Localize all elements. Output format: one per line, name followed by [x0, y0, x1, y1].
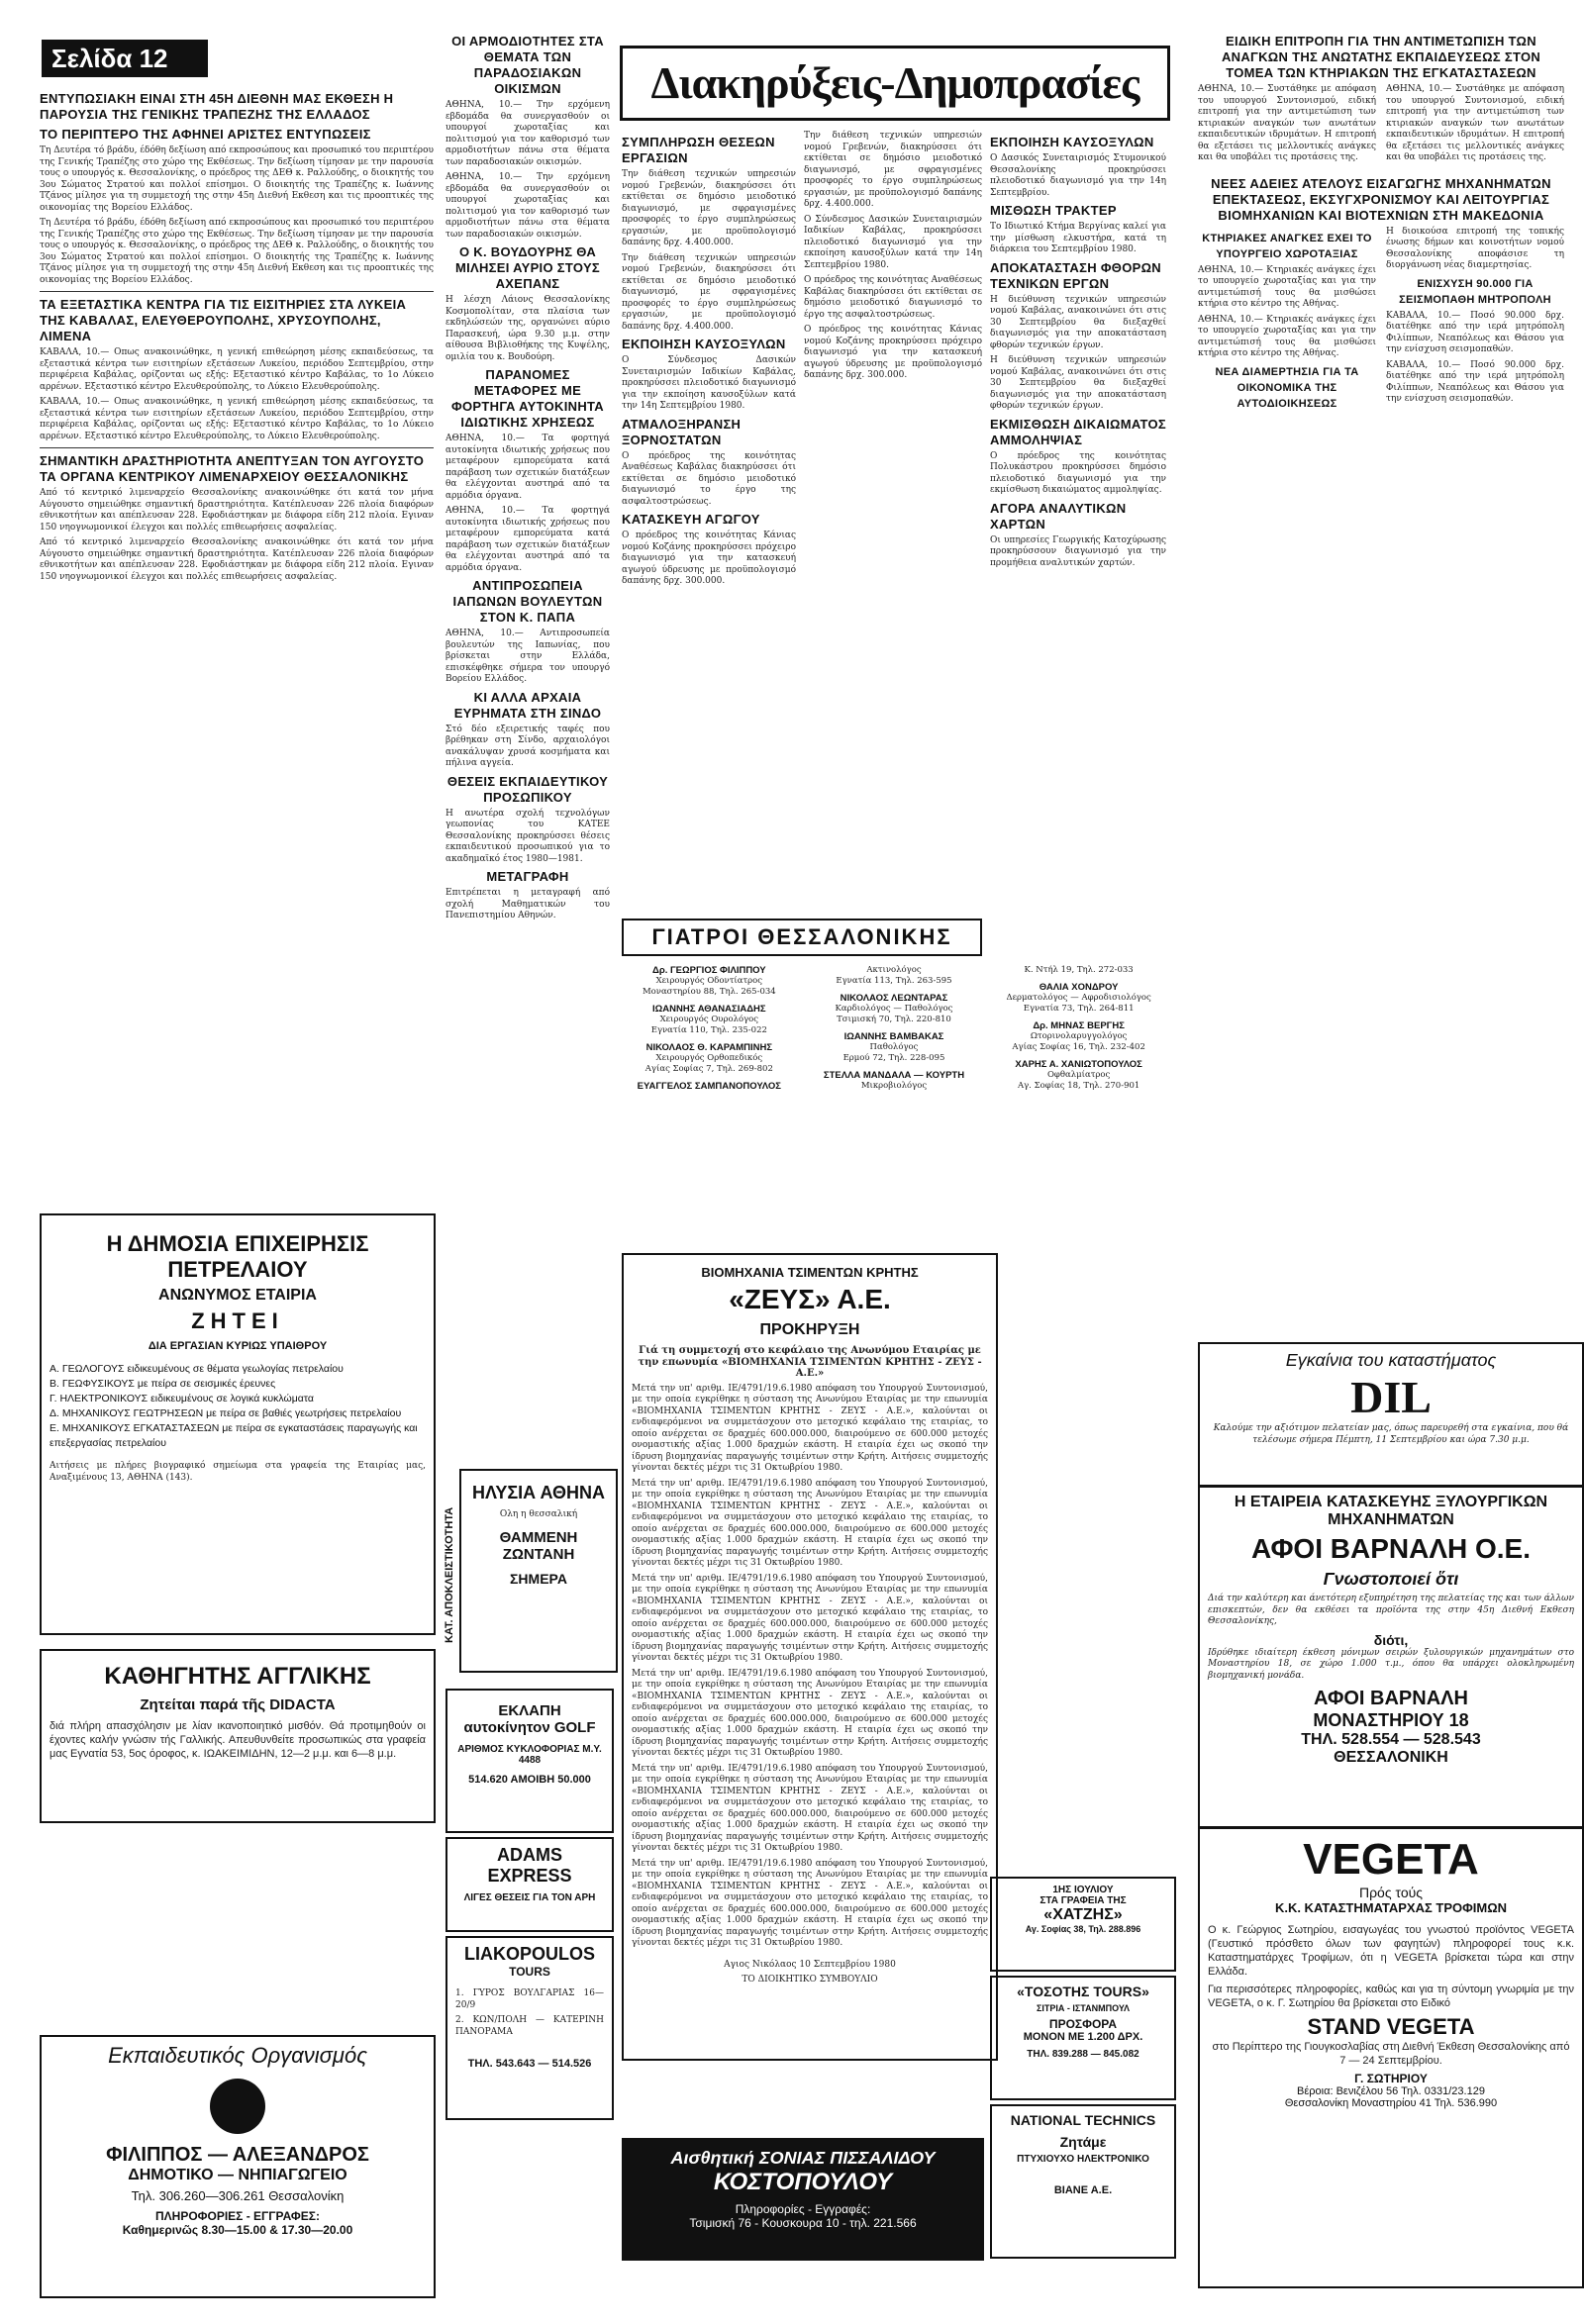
article-spatial: ΑΘΗΝΑ, 10.— Κτηριακές ανάγκες έχει το υπουργείο χωροταξίας και για την αντιμετώπισή τους θα μισθώσει κτήρια στο κέντρο της Αθήνας.: [1198, 264, 1376, 309]
ad-cinema-ilysia: [459, 1469, 618, 1673]
doctor-entry: ΝΙΚΟΛΑΟΣ Θ. ΚΑΡΑΜΠΙΝΗΣ Χειρουργός Ορθοπεδικός Αγίας Σοφίας 7, Τηλ. 269-802: [644, 1042, 773, 1074]
ad-nat-title: NATIONAL TECHNICS: [1010, 2112, 1156, 2128]
doctor-entry: ΙΩΑΝΝΗΣ ΑΘΑΝΑΣΙΑΔΗΣ Χειρουργός Ουρολόγος Εγνατία 110, Τηλ. 235-022: [650, 1004, 767, 1035]
article-paving: Ο πρόεδρος της κοινότητας Αναθέσεως Καβάλας διακηρύσσει ότι εκτίθεται σε δημόσιο μειοδοτικό διαγωνισμό το έργο της ασφαλτοστρώσεως.: [622, 450, 796, 507]
ad-chatzis-l3: «ΧΑΤΖΗΣ»: [1043, 1906, 1123, 1923]
ad-liak-l2: 2. ΚΩΝ/ΠΟΛΗ — ΚΑΤΕΡΙΝΗ ΠΑΝΟΡΑΜΑ: [455, 2015, 604, 2037]
headline-sindos: ΚΙ ΑΛΛΑ ΑΡΧΑΙΑ ΕΥΡΗΜΑΤΑ ΣΤΗ ΣΙΝΔΟ: [453, 689, 602, 721]
article-exam-centers: ΚΑΒΑΛΑ, 10.— Οπως ανακοινώθηκε, η γενική επιθεώρηση μέσης εκπαιδεύσεως, τα εξεταστικά κέντρα των εισιτηρίων εξετάσεων Λυκείου, περιόδου Σεπτεμβρίου, στην περιφέρεια Καβάλας, ορίζονται ως εξής: Εξεταστικό κέντρο Καβάλας, το 1ο Λύκειο αρρένων. Εξεταστικό κέντρο Ελευθερούπολης, το Λύκειο Ελευθερούπολης.: [40, 347, 434, 392]
ad-school-phone: Τηλ. 306.260—306.261 Θεσσαλονίκη: [131, 2188, 345, 2203]
article-pipe: Ο πρόεδρος της κοινότητας Κάνιας νομού Κοζάνης προκηρύσσει πρόχειρο διαγωνισμό για την κατασκευή αγωγού ύδρευσης με προϋπολογισμό δαπάνης δρχ. 300.000.: [622, 531, 796, 586]
ad-school-hours: Καθημερινῶς 8.30—15.00 & 17.30—20.00: [122, 2223, 353, 2237]
headline-traditional: ΟΙ ΑΡΜΟΔΙΟΤΗΤΕΣ ΣΤΑ ΘΕΜΑΤΑ ΤΩΝ ΠΑΡΑΔΟΣΙΑΚΩΝ ΟΙΚΙΣΜΩΝ: [451, 34, 604, 96]
ad-liakopoulos: [446, 1936, 614, 2120]
ad-dep-position: Ε. ΜΗΧΑΝΙΚΟΥΣ ΕΓΚΑΤΑΣΤΑΣΕΩΝ με πείρα σε εγκαταστάσεις παραγωγής και επεξεργασίας πετρελαίου: [50, 1422, 418, 1449]
ad-tos-title: «ΤΟΣΟΤΗΣ TOURS»: [1017, 1984, 1149, 1999]
ad-zeus-body-6: Μετά την υπ' αριθμ. ΙΕ/4791/19.6.1980 απόφαση του Υπουργού Συντονισμού, με την οποία εγκρίθηκε η σύσταση της Ανωνύμου Εταιρίας με την επωνυμία «ΒΙΟΜΗΧΑΝΙΑ ΤΣΙΜΕΝΤΩΝ ΚΡΗΤΗΣ - ΖΕΥΣ - Α.Ε.», καλούνται οι ενδιαφερόμενοι να συμμετάσχουν στο μετοχικό κεφάλαιο της εταιρίας, το οποίο ανέρχεται σε δραχμές 600.000.000, διαιρούμενο σε 600.000 μετοχές ονομαστικής αξίας 1.000 δραχμών εκάστη. Η εταιρία έχει ως σκοπό την ίδρυση βιομηχανίας παραγωγής τσιμέντων στην Κρήτη. Αιτήσεις συμμετοχής γίνονται δεκτές μέχρι τις 31 Οκτωβρίου 1980.: [632, 1858, 988, 1948]
ad-golf-num: ΑΡΙΘΜΟΣ ΚΥΚΛΟΦΟΡΙΑΣ Μ.Υ. 4488: [457, 1744, 602, 1766]
headline-bank-expo: ΕΝΤΥΠΩΣΙΑΚΗ ΕΙΝΑΙ ΣΤΗ 45Η ΔΙΕΘΝΗ ΜΑΣ ΕΚΘΕΣΗ Η ΠΑΡΟΥΣΙΑ ΤΗΣ ΓΕΝΙΚΗΣ ΤΡΑΠΕΖΗΣ ΤΗΣ ΕΛΛΑΔΟΣ: [40, 91, 394, 122]
ad-school-filippos: [40, 2035, 436, 2298]
headline-quake: ΕΝΙΣΧΥΣΗ 90.000 ΓΙΑ ΣΕΙΣΜΟΠΑΘΗ ΜΗΤΡΟΠΟΛΗ: [1399, 277, 1551, 306]
ad-chatzis-l1: 1ΗΣ ΙΟΥΛΙΟΥ: [1052, 1885, 1114, 1895]
section-banner: Διακηρύξεις-Δημοπρασίες: [620, 46, 1170, 121]
ad-varnali-body: Διά την καλύτερη και άνετότερη εξυπηρέτηση της πελατείας της και των άλλων επισκεπτών, δεν θα εκθέσει τα προϊόντα της στην 45η Διεθνή Εκθεση Θεσσαλονίκης,: [1208, 1594, 1574, 1626]
ad-liak-sub: TOURS: [509, 1965, 550, 1979]
ad-adams-sub: ΛΙΓΕΣ ΘΕΣΕΙΣ ΓΙΑ ΤΟΝ ΑΡΗ: [463, 1892, 596, 1903]
ad-zeus-intro: Γιά τη συμμετοχή στο κεφάλαιο της Ανωνύμου Εταιρίας με την επωνυμία «ΒΙΟΜΗΧΑΝΙΑ ΤΣΙΜΕΝΤΩΝ ΚΡΗΤΗΣ - ΖΕΥΣ - Α.Ε.»: [638, 1345, 982, 1379]
ad-chatzis-l2: ΣΤΑ ΓΡΑΦΕΙΑ ΤΗΣ: [1040, 1895, 1127, 1906]
doctors-list: [622, 965, 1166, 1232]
article-works: Την διάθεση τεχνικών υπηρεσιών νομού Γρεβενών, διακηρύσσει ότι εκτίθεται σε δημόσιο μειοδοτικό διαγωνισμό, με σφραγισμένες προσφορές το έργο συμπληρώσεως εργασιών, με προϋπολογισμό δαπάνης δρχ. 4.400.000.: [622, 169, 796, 247]
ad-zeus-body-4: Μετά την υπ' αριθμ. ΙΕ/4791/19.6.1980 απόφαση του Υπουργού Συντονισμού, με την οποία εγκρίθηκε η σύσταση της Ανωνύμου Εταιρίας με την επωνυμία «ΒΙΟΜΗΧΑΝΙΑ ΤΣΙΜΕΝΤΩΝ ΚΡΗΤΗΣ - ΖΕΥΣ - Α.Ε.», καλούνται οι ενδιαφερόμενοι να συμμετάσχουν στο μετοχικό κεφάλαιο της εταιρίας, το οποίο ανέρχεται σε δραχμές 600.000.000, διαιρούμενο σε 600.000 μετοχές ονομαστικής αξίας 1.000 δραχμών εκάστη. Η εταιρία έχει ως σκοπό την ίδρυση βιομηχανίας παραγωγής τσιμέντων στην Κρήτη. Αιτήσεις συμμετοχής γίνονται δεκτές μέχρι τις 31 Οκτωβρίου 1980.: [632, 1668, 988, 1758]
ad-varnali-name: ΑΦΟΙ ΒΑΡΝΑΛΗ Ο.Ε.: [1250, 1533, 1532, 1564]
ad-zeus-body: Μετά την υπ' αριθμ. ΙΕ/4791/19.6.1980 απόφαση του Υπουργού Συντονισμού, με την οποία εγκρίθηκε η σύσταση της Ανωνύμου Εταιρίας με την επωνυμία «ΒΙΟΜΗΧΑΝΙΑ ΤΣΙΜΕΝΤΩΝ ΚΡΗΤΗΣ - ΖΕΥΣ - Α.Ε.», καλούνται οι ενδιαφερόμενοι να συμμετάσχουν στο μετοχικό κεφάλαιο της εταιρίας, το οποίο ανέρχεται σε δραχμές 600.000.000, διαιρούμενο σε 600.000 μετοχές ονομαστικής αξίας 1.000 δραχμών εκάστη. Η εταιρία έχει ως σκοπό την ίδρυση βιομηχανίας παραγωγής τσιμέντων στην Κρήτη. Αιτήσεις συμμετοχής γίνονται δεκτές μέχρι τις 31 Οκτωβρίου 1980.: [632, 1383, 988, 1473]
ad-vegeta-l2: Κ.Κ. ΚΑΤΑΣΤΗΜΑΤΑΡΧΑΣ ΤΡΟΦΙΜΩΝ: [1274, 1900, 1508, 1915]
ad-piss-line1: Αισθητική ΣΟΝΙΑΣ ΠΙΣΣΑΛΙΔΟΥ: [670, 2148, 936, 2168]
ad-adams-title: ADAMS EXPRESS: [487, 1845, 572, 1886]
ad-zeus-sub: ΠΡΟΚΗΡΥΞΗ: [759, 1321, 860, 1338]
article-trucks-cont: ΑΘΗΝΑ, 10.— Τα φορτηγά αυτοκίνητα ιδιωτικής χρήσεως που μεταφέρουν εμπορεύματα κατά παράβαση των σχετικών διατάξεων θα ελέγχονται αυστηρά από τα αρμόδια όργανα.: [446, 506, 610, 573]
ad-dil-name: DIL: [1350, 1372, 1432, 1422]
article-tractor: Το Ιδιωτικό Κτήμα Βεργίνας καλεί για την μίσθωση ελκυστήρα, κατά τη διάρκεια του Σεπτεμβρίου 1980.: [990, 222, 1166, 254]
page-number-label: Σελίδα 12: [42, 40, 208, 77]
article-trucks: ΑΘΗΝΑ, 10.— Τα φορτηγά αυτοκίνητα ιδιωτικής χρήσεως που μεταφέρουν εμπορεύματα κατά παράβαση των σχετικών διατάξεων θα ελέγχονται αυστηρά από τα αρμόδια όργανα.: [446, 434, 610, 501]
ad-vegeta-stand: STAND VEGETA: [1307, 2014, 1475, 2039]
ad-vegeta-body3: στο Περίπτερο της Γιουγκοσλαβίας στη Διεθνή Έκθεση Θεσσαλονίκης από 7 — 24 Σεπτεμβρίου.: [1212, 2041, 1570, 2067]
article-quake-cont: ΚΑΒΑΛΑ, 10.— Ποσό 90.000 δρχ. διατέθηκε από την ιερά μητρόπολη Φιλίππων, Νεαπόλεως και Θάσου για την ενίσχυση σεισμοπαθών.: [1386, 359, 1564, 404]
article-exam-centers-cont: ΚΑΒΑΛΑ, 10.— Οπως ανακοινώθηκε, η γενική επιθεώρηση μέσης εκπαιδεύσεως, τα εξεταστικά κέντρα των εισιτηρίων εξετάσεων Λυκείου, περιόδου Σεπτεμβρίου, στην περιφέρεια Καβάλας, ορίζονται ως εξής: Εξεταστικό κέντρο Καβάλας, το 1ο Λύκειο αρρένων. Εξεταστικό κέντρο Ελευθερούπολης, το Λύκειο Ελευθερούπολης.: [40, 397, 434, 441]
ad-varnali: [1198, 1486, 1584, 1828]
doctor-entry: ΘΑΛΙΑ ΧΟΝΔΡΟΥ Δερματολόγος — Αφροδισιολόγος Εγνατία 73, Τηλ. 264-811: [1006, 982, 1151, 1014]
doctor-entry: Δρ. ΜΗΝΑΣ ΒΕΡΓΗΣ Ωτορινολαρυγγολόγος Αγίας Σοφίας 16, Τηλ. 232-402: [1012, 1020, 1145, 1052]
ad-nat-l1: Ζητάμε: [1059, 2134, 1107, 2150]
ad-liak-title: LIAKOPOULOS: [463, 1944, 595, 1964]
ad-zeus-sign2: ΤΟ ΔΙΟΙΚΗΤΙΚΟ ΣΥΜΒΟΥΛΙΟ: [742, 1975, 878, 1985]
ad-varnali-phone: ΤΗΛ. 528.554 — 528.543: [1301, 1731, 1481, 1748]
ad-vegeta-body2: Για περισσότερες πληροφορίες, καθώς και για τη σύντομη γνωριμία με την VEGETA, ο κ. Γ. Σωτηρίου θα βρίσκεται στο Ειδικό: [1208, 1984, 1574, 2009]
ad-dep-title1: Η ΔΗΜΟΣΙΑ ΕΠΙΧΕΙΡΗΣΙΣ: [106, 1231, 369, 1256]
ad-dil-store: [1198, 1342, 1584, 1487]
ad-golf-title: ΕΚΛΑΠΗ αυτοκίνητον GOLF: [463, 1702, 596, 1736]
ad-varnali-l2: Γνωστοποιεί ὅτι: [1323, 1569, 1459, 1589]
article-bank-expo: Τη Δευτέρα τό βράδυ, έδόθη δεξίωση από εκπροσώπους και προσωπικό του περιπτέρου της Γενικής Τραπέζης στο χώρο της Εκθέσεως. Την δεξίωση τίμησαν με την παρουσία τους ο υπουργός κ. Θεσσαλονίκης, ο πρόεδρος της ΔΕΘ κ. Ραλλούδης, ο διοικητής του 3ου Σώματος Στρατού και πολλοί επίσημοι. Ο διοικητής της Τραπέζης κ. Ιωάννης Τζάνος μίλησε για τη συμμετοχή της στην 45η Διεθνή Εκθεση και τις προοπτικές της οικονομίας της Βορείου Ελλάδος.: [40, 145, 434, 213]
column-5: [1198, 30, 1564, 412]
headline-maps: ΑΓΟΡΑ ΑΝΑΛΥΤΙΚΩΝ ΧΑΡΤΩΝ: [990, 500, 1127, 532]
ad-school-sub: ΔΗΜΟΤΙΚΟ — ΝΗΠΙΑΓΩΓΕΙΟ: [128, 2167, 347, 2183]
article-quake: ΚΑΒΑΛΑ, 10.— Ποσό 90.000 δρχ. διατέθηκε από την ιερά μητρόπολη Φιλίππων, Νεαπόλεως και Θάσου για την ενίσχυση σεισμοπαθών.: [1386, 310, 1564, 354]
ad-golf-phone: 514.620 ΑΜΟΙΒΗ 50.000: [468, 1774, 591, 1786]
ad-chatzis: [990, 1877, 1176, 1972]
headline-local-gov: ΝΕΑ ΔΙΑΜΕΡΤΗΣΙΑ ΓΙΑ ΤΑ ΟΙΚΟΝΟΜΙΚΑ ΤΗΣ ΑΥΤΟΔΙΟΙΚΗΣΕΩΣ: [1215, 365, 1359, 410]
subheadline-bank-expo: ΤΟ ΠΕΡΙΠΤΕΡΟ ΤΗΣ ΑΦΗΝΕΙ ΑΡΙΣΤΕΣ ΕΝΤΥΠΩΣΕΙΣ: [40, 127, 371, 142]
ad-nat-l2: ΠΤΥΧΙΟΥΧΟ ΗΛΕΚΤΡΟΝΙΚΟ: [1017, 2154, 1149, 2165]
ad-piss-addr: Τσιμισκή 76 - Κουσκουρα 10 - τηλ. 221.566: [689, 2216, 917, 2230]
ad-cinema-l3: ΣΗΜΕΡΑ: [510, 1570, 567, 1587]
headline-japan: ΑΝΤΙΠΡΟΣΩΠΕΙΑ ΙΑΠΩΝΩΝ ΒΟΥΛΕΥΤΩΝ ΣΤΟΝ Κ. ΠΑΠΑ: [452, 578, 603, 625]
article-firewood-more: Ο Σύνδεσμος Δασικών Συνεταιρισμών Ιαδικίων Καβάλας, προκηρύσσει πλειοδοτικό διαγωνισμό για την εκποίηση καυσοξύλων κατά την 14η Σεπτεμβρίου 1980.: [804, 214, 982, 270]
article-paving-more: Ο πρόεδρος της κοινότητας Αναθέσεως Καβάλας διακηρύσσει ότι εκτίθεται σε δημόσιο μειοδοτικό διαγωνισμό το έργο της ασφαλτοστρώσεως.: [804, 275, 982, 320]
ad-zeus-body-5: Μετά την υπ' αριθμ. ΙΕ/4791/19.6.1980 απόφαση του Υπουργού Συντονισμού, με την οποία εγκρίθηκε η σύσταση της Ανωνύμου Εταιρίας με την επωνυμία «ΒΙΟΜΗΧΑΝΙΑ ΤΣΙΜΕΝΤΩΝ ΚΡΗΤΗΣ - ΖΕΥΣ - Α.Ε.», καλούνται οι ενδιαφερόμενοι να συμμετάσχουν στο μετοχικό κεφάλαιο της εταιρίας, το οποίο ανέρχεται σε δραχμές 600.000.000, διαιρούμενο σε 600.000 μετοχές ονομαστικής αξίας 1.000 δραχμών εκάστη. Η εταιρία έχει ως σκοπό την ίδρυση βιομηχανίας παραγωγής τσιμέντων στην Κρήτη. Αιτήσεις συμμετοχής γίνονται δεκτές μέχρι τις 31 Οκτωβρίου 1980.: [632, 1763, 988, 1853]
ad-vegeta-l1: Πρός τούς: [1358, 1885, 1424, 1900]
article-transfer: Επιτρέπεται η μεταγραφή από σχολή Μαθηματικών του Πανεπιστημίου Αθηνών.: [446, 888, 610, 920]
column-1: [40, 87, 434, 587]
headline-firewood-2: ΕΚΠΟΙΗΣΗ ΚΑΥΣΟΞΥΛΩΝ: [990, 135, 1154, 149]
ad-tos-l3: ΜΟΝΟΝ ΜΕ 1.200 ΔΡΧ.: [1023, 2031, 1143, 2043]
article-port-authority: Από τό κεντρικό λιμεναρχείο Θεσσαλονίκης ανακοινώθηκε ότι κατά τον μήνα Αύγουστο σημειώθηκε σημαντική δραστηριότητα. Κατέπλευσαν 226 πλοία διαφόρων εθνικοτήτων και απέπλευσαν 228. Εφοδιάστηκαν με διάφορα είδη 212 πλοία. Εγιναν 150 νηογνωμονικοί έλεγχοι και πολλές επιθεωρήσεις ασφαλείας.: [40, 488, 434, 533]
article-works-cont: Την διάθεση τεχνικών υπηρεσιών νομού Γρεβενών, διακηρύσσει ότι εκτίθεται σε δημόσιο μειοδοτικό διαγωνισμό, με σφραγισμένες προσφορές το έργο συμπληρώσεως εργασιών, με προϋπολογισμό δαπάνης δρχ. 4.400.000.: [622, 252, 796, 332]
ad-dep-title2: ΠΕΤΡΕΛΑΙΟΥ: [167, 1257, 308, 1282]
article-firewood-2: Ο Δασικός Συνεταιρισμός Στυμονικού Θεσσαλονίκης προκηρύσσει πλειοδοτικό διαγωνισμό για την 14η Σεπτεμβρίου.: [990, 153, 1166, 198]
headline-exam-centers: ΤΑ ΕΞΕΤΑΣΤΙΚΑ ΚΕΝΤΡΑ ΓΙΑ ΤΙΣ ΕΙΣΙΤΗΡΙΕΣ ΣΤΑ ΛΥΚΕΙΑ ΤΗΣ ΚΑΒΑΛΑΣ, ΕΛΕΥΘΕΡΟΥΠΟΛΗΣ, ΧΡΥΣΟΥΠΟΛΗΣ, ΛΙΜΕΝΑ: [40, 297, 407, 343]
article-sand: Ο πρόεδρος της κοινότητας Πολυκάστρου προκηρύσσει δημόσιο πλειοδοτικό διαγωνισμό για την εκμίσθωση δικαιώματος αμμοληψίας.: [990, 450, 1166, 495]
ad-zeus-cement: [622, 1253, 998, 2061]
ad-varnali-addr: ΜΟΝΑΣΤΗΡΙΟΥ 18: [1313, 1710, 1469, 1730]
ad-varnali-name2: ΑΦΟΙ ΒΑΡΝΑΛΗ: [1314, 1688, 1468, 1709]
article-committee-cols: [1198, 84, 1564, 168]
article-works-more: Την διάθεση τεχνικών υπηρεσιών νομού Γρεβενών, διακηρύσσει ότι εκτίθεται σε δημόσιο μειοδοτικό διαγωνισμό, με σφραγισμένες προσφορές το έργο συμπληρώσεως εργασιών, με προϋπολογισμό δαπάνης δρχ. 4.400.000.: [804, 131, 982, 209]
doctor-entry: Δρ. ΓΕΩΡΓΙΟΣ ΦΙΛΙΠΠΟΥ Χειρουργός Οδοντίατρος Μοναστηρίου 88, Τηλ. 265-034: [642, 965, 776, 997]
article-voudouris: Η λέσχη Λάιονς Θεσσαλονίκης Κοσμοπολίταν, στα πλαίσια των εκδηλώσεών της, οργανώνει αύριο Παρασκευή, ώρα 9.30 μ.μ. στην αίθουσα Βιβλιοθήκης της Κυψέλης, ομιλία του κ. Βουδούρη.: [446, 295, 610, 362]
headline-machinery: ΝΕΕΣ ΑΔΕΙΕΣ ΑΤΕΛΟΥΣ ΕΙΣΑΓΩΓΗΣ ΜΗΧΑΝΗΜΑΤΩΝ ΕΠΕΚΤΑΣΕΩΣ, ΕΚΣΥΓΧΡΟΝΙΣΜΟΥ ΚΑΙ ΛΕΙΤΟΥΡΓΙΑΣ ΒΙΟΜΗΧΑΝΙΩΝ ΚΑΙ ΒΙΟΤΕΧΝΙΩΝ ΣΤΗ ΜΑΚΕΔΟΝΙΑ: [1211, 175, 1551, 223]
ad-stolen-golf: [446, 1689, 614, 1833]
headline-spatial: ΚΤΗΡΙΑΚΕΣ ΑΝΑΓΚΕΣ ΕΧΕΙ ΤΟ ΥΠΟΥΡΓΕΙΟ ΧΩΡΟΤΑΞΙΑΣ: [1202, 232, 1372, 260]
ad-varnali-city: ΘΕΣΣΑΛΟΝΙΚΗ: [1334, 1749, 1448, 1766]
ad-vegeta-name: VEGETA: [1303, 1835, 1479, 1884]
school-logo-icon: [210, 2079, 265, 2134]
ad-varnali-body2: Ιδρύθηκε ιδιαίτερη έκθεση μόνιμων σειρών ξυλουργικών μηχανημάτων στο Μοναστηρίου 18, σε χώρο 1.000 τ.μ., όπου θα υπάρχει ολοκληρωμένη βιομηχανική μονάδα.: [1208, 1647, 1574, 1681]
article-maps: Οι υπηρεσίες Γεωργικής Κατοχύρωσης προκηρύσσουν διαγωνισμό για την προμήθεια αναλυτικών χαρτών.: [990, 534, 1166, 568]
ad-cinema-strip: ΚΑΤ. ΑΠΟΚΛΕΙΣΤΙΚΟΤΗΤΑ: [444, 1506, 455, 1643]
column-3: [622, 131, 796, 592]
doctor-entry: ΕΥΑΓΓΕΛΟΣ ΣΑΜΠΑΝΟΠΟΥΛΟΣ Ακτινολόγος Εγνατία 113, Τηλ. 263-595: [637, 965, 952, 1092]
ad-teacher-body: διά πλήρη απασχόλησιν με λίαν ικανοποιητικό μισθόν. Θά προτιμηθούν οι έχοντες καλήν γνώσιν τής Γαλλικής. Απευθυνθείτε προσωπικώς στα γραφεία μας Εγνατία 53, 5ος όροφος, κ. ΙΩΑΚΕΙΜΙΔΗΝ, 12—2 μ.μ. και 6—8 μ.μ.: [50, 1720, 426, 1760]
ad-zeus-name: «ΖΕΥΣ» Α.Ε.: [729, 1284, 891, 1314]
ad-teacher-sub: Ζητείται παρά τῆς DIDACTA: [140, 1696, 336, 1713]
ad-tosothis-tours: [990, 1976, 1176, 2100]
headline-sand: ΕΚΜΙΣΘΩΣΗ ΔΙΚΑΙΩΜΑΤΟΣ ΑΜΜΟΛΗΨΙΑΣ: [990, 416, 1166, 447]
ad-varnali-l3: διότι,: [1373, 1631, 1409, 1648]
ad-liak-phone: ΤΗΛ. 543.643 — 514.526: [467, 2058, 592, 2070]
article-traditional: ΑΘΗΝΑ, 10.— Την ερχόμενη εβδομάδα θα συνεργασθούν οι υπουργοί χωροταξίας και πολιτισμού για τον καθορισμό των αρμοδιοτήτων πάνω στα θέματα των παραδοσιακών οικισμών.: [446, 100, 610, 167]
ad-nat-l3: ΒΙΑΝΕ Α.Ε.: [1053, 2184, 1113, 2196]
ad-dep-footer: Αιτήσεις με πλήρες βιογραφικό σημείωμα στα γραφεία της Εταιρίας μας, Αναξιμένους 13, ΑΘΗΝΑ (143).: [50, 1461, 426, 1483]
doctor-entry: ΝΙΚΟΛΑΟΣ ΛΕΩΝΤΑΡΑΣ Καρδιολόγος — Παθολόγος Τσιμισκή 70, Τηλ. 220-810: [835, 993, 953, 1024]
ad-tos-l1: ΣΙΤΡΙΑ - ΙΣΤΑΝΜΠΟΥΛ: [1036, 2003, 1131, 2013]
column-3b: [804, 131, 982, 386]
ad-piss-line2: ΚΟΣΤΟΠΟΥΛΟΥ: [713, 2169, 893, 2195]
ad-dep-title5: ΔΙΑ ΕΡΓΑΣΙΑΝ ΚΥΡΙΩΣ ΥΠΑΙΘΡΟΥ: [148, 1340, 328, 1352]
ad-zeus-body-2: Μετά την υπ' αριθμ. ΙΕ/4791/19.6.1980 απόφαση του Υπουργού Συντονισμού, με την οποία εγκρίθηκε η σύσταση της Ανωνύμου Εταιρίας με την επωνυμία «ΒΙΟΜΗΧΑΝΙΑ ΤΣΙΜΕΝΤΩΝ ΚΡΗΤΗΣ - ΖΕΥΣ - Α.Ε.», καλούνται οι ενδιαφερόμενοι να συμμετάσχουν στο μετοχικό κεφάλαιο της εταιρίας, το οποίο ανέρχεται σε δραχμές 600.000.000, διαιρούμενο σε 600.000 μετοχές ονομαστικής αξίας 1.000 δραχμών εκάστη. Η εταιρία έχει ως σκοπό την ίδρυση βιομηχανίας παραγωγής τσιμέντων στην Κρήτη. Αιτήσεις συμμετοχής γίνονται δεκτές μέχρι τις 31 Οκτωβρίου 1980.: [632, 1478, 988, 1568]
headline-firewood: ΕΚΠΟΙΗΣΗ ΚΑΥΣΟΞΥΛΩΝ: [622, 337, 786, 351]
headline-works: ΣΥΜΠΛΗΡΩΣΗ ΘΕΣΕΩΝ ΕΡΓΑΣΙΩΝ: [622, 135, 775, 165]
ad-zeus-sign1: Αγιος Νικόλαος 10 Σεπτεμβρίου 1980: [724, 1959, 896, 1970]
ad-chatzis-addr: Αγ. Σοφίας 38, Τηλ. 288.896: [1025, 1924, 1141, 1934]
divider: [40, 447, 434, 448]
article-repairs: Η διεύθυνση τεχνικών υπηρεσιών νομού Καβάλας, ανακοινώνει ότι στις 30 Σεπτεμβρίου θα διεξαχθεί διαγωνισμός για την αποκατάσταση φθορών τεχνικών έργων.: [990, 294, 1166, 350]
ad-dil-l1: Εγκαίνια του καταστήματος: [1285, 1350, 1497, 1370]
article-repairs-cont: Η διεύθυνση τεχνικών υπηρεσιών νομού Καβάλας, ανακοινώνει ότι στις 30 Σεπτεμβρίου θα διεξαχθεί διαγωνισμός για την αποκατάσταση φθορών τεχνικών έργων.: [990, 355, 1166, 411]
ad-dep-position: Α. ΓΕΩΛΟΓΟΥΣ ειδικευμένους σε θέματα γεωλογίας πετρελαίου: [50, 1363, 344, 1375]
ad-tos-l2: ΠΡΟΣΦΟΡΑ: [1048, 2017, 1118, 2031]
doctors-banner: ΓΙΑΤΡΟΙ ΘΕΣΣΑΛΟΝΙΚΗΣ: [622, 919, 982, 956]
ad-public-petroleum: [40, 1213, 436, 1635]
headline-paving: ΑΤΜΑΛΟΞΗΡΑΝΣΗ ΞΟΡΝΟΣΤΑΤΩΝ: [622, 416, 742, 447]
ad-national-technics: [990, 2104, 1176, 2259]
ad-zeus-title: ΒΙΟΜΗΧΑΝΙΑ ΤΣΙΜΕΝΤΩΝ ΚΡΗΤΗΣ: [701, 1265, 919, 1280]
column-2: [446, 30, 610, 926]
article-local-gov: Η διοικούσα επιτροπή της τοπικής ένωσης δήμων και κοινοτήτων νομού Θεσσαλονίκης αποφάσισε τη διοργάνωση νέας διαμερτησίας.: [1386, 226, 1564, 270]
ad-english-teacher: [40, 1649, 436, 1823]
headline-pipe: ΚΑΤΑΣΚΕΥΗ ΑΓΩΓΟΥ: [622, 512, 760, 527]
ad-dep-position: Γ. ΗΛΕΚΤΡΟΝΙΚΟΥΣ ειδικευμένους σε λογικά κυκλώματα: [50, 1393, 314, 1404]
doctor-entry: ΧΑΡΗΣ Α. ΧΑΝΙΩΤΟΠΟΥΛΟΣ Οφθαλμίατρος Αγ. Σοφίας 18, Τηλ. 270-901: [1015, 1059, 1142, 1091]
article-spatial-cont: ΑΘΗΝΑ, 10.— Κτηριακές ανάγκες έχει το υπουργείο χωροταξίας και για την αντιμετώπισή τους θα μισθώσει κτήρια στο κέντρο της Αθήνας.: [1198, 314, 1376, 358]
ad-vegeta-body: Ο κ. Γεώργιος Σωτηρίου, εισαγωγέας του γνωστού προϊόντος VEGETA (Γευστικό πρόσθετο όλων των φαγητών) πληροφορεί τους κ.κ. Καταστηματάρχες Τροφίμων, ότι η VEGETA βρίσκεται τώρα και στην Ελλάδα.: [1208, 1924, 1574, 1978]
ad-dep-title3: ΑΝΩΝΥΜΟΣ ΕΤΑΙΡΙΑ: [158, 1287, 317, 1304]
column-4: [990, 131, 1166, 573]
ad-vegeta-addr1: Βέροια: Βενιζέλου 56 Τηλ. 0331/23.129: [1297, 2085, 1485, 2097]
headline-tractor: ΜΙΣΘΩΣΗ ΤΡΑΚΤΕΡ: [990, 203, 1117, 218]
ad-liak-l1: 1. ΓΥΡΟΣ ΒΟΥΛΓΑΡΙΑΣ 16—20/9: [455, 1988, 604, 2010]
ad-cinema-l2: ΘΑΜΜΕΝΗ ΖΩΝΤΑΝΗ: [499, 1528, 578, 1563]
headline-trucks: ΠΑΡΑΝΟΜΕΣ ΜΕΤΑΦΟΡΕΣ ΜΕ ΦΟΡΤΗΓΑ ΑΥΤΟΚΙΝΗΤΑ ΙΔΙΩΤΙΚΗΣ ΧΡΗΣΕΩΣ: [451, 367, 604, 430]
headline-voudouris: Ο Κ. ΒΟΥΔΟΥΡΗΣ ΘΑ ΜΙΛΗΣΕΙ ΑΥΡΙΟ ΣΤΟΥΣ ΑΧΕΠΑΝΣ: [454, 244, 601, 291]
ad-cinema-l1: Ολη η θεσσαλική: [499, 1509, 578, 1519]
headline-committee: ΕΙΔΙΚΗ ΕΠΙΤΡΟΠΗ ΓΙΑ ΤΗΝ ΑΝΤΙΜΕΤΩΠΙΣΗ ΤΩΝ ΑΝΑΓΚΩΝ ΤΗΣ ΑΝΩΤΑΤΗΣ ΕΚΠΑΙΔΕΥΣΕΩΣ ΣΤΟΝ ΤΟΜΕΑ ΤΩΝ ΚΤΗΡΙΑΚΩΝ ΤΗΣ ΕΓΚΑΤΑΣΤΑΣΕΩΝ: [1221, 34, 1541, 80]
ad-teacher-title: ΚΑΘΗΓΗΤΗΣ ΑΓΓΛΙΚΗΣ: [104, 1663, 371, 1690]
doctor-entry: ΣΤΕΛΛΑ ΜΑΝΔΑΛΑ — ΚΟΥΡΤΗ Μικροβιολόγος Κ. Ντήλ 19, Τηλ. 272-033: [823, 965, 1134, 1091]
headline-transfer: ΜΕΤΑΓΡΑΦΗ: [486, 869, 569, 884]
ad-vegeta-contact: Γ. ΣΩΤΗΡΙΟΥ: [1354, 2072, 1428, 2085]
ad-school-name: ΦΙΛΙΠΠΟΣ — ΑΛΕΞΑΝΔΡΟΣ: [106, 2144, 369, 2166]
ad-dil-body: Καλούμε την αξιότιμον πελατείαν μας, όπως παρευρεθή στα εγκαίνια, που θά τελέσωμε σήμερα Πέμπτη, 11 Σεπτεμβρίου και ώρα 7.30 μ.μ.: [1213, 1423, 1569, 1445]
ad-aesthetics-pissalidou: [622, 2138, 984, 2261]
headline-positions: ΘΕΣΕΙΣ ΕΚΠΑΙΔΕΥΤΙΚΟΥ ΠΡΟΣΩΠΙΚΟΥ: [446, 773, 609, 805]
ad-dep-title4: ΖΗΤΕΙ: [191, 1308, 284, 1333]
article-committee: ΑΘΗΝΑ, 10.— Συστάθηκε με απόφαση του υπουργού Συντονισμού, ειδική επιτροπή για την αντιμετώπιση των κτιριακών αναγκών των ανωτάτων εκπαιδευτικών ιδρυμάτων. Η επιτροπή θα εξετάσει τις μελλοντικές ανάγκες και θα υποβάλει τις προτάσεις της.: [1198, 84, 1376, 162]
ad-zeus-body-3: Μετά την υπ' αριθμ. ΙΕ/4791/19.6.1980 απόφαση του Υπουργού Συντονισμού, με την οποία εγκρίθηκε η σύσταση της Ανωνύμου Εταιρίας με την επωνυμία «ΒΙΟΜΗΧΑΝΙΑ ΤΣΙΜΕΝΤΩΝ ΚΡΗΤΗΣ - ΖΕΥΣ - Α.Ε.», καλούνται οι ενδιαφερόμενοι να συμμετάσχουν στο μετοχικό κεφάλαιο της εταιρίας, το οποίο ανέρχεται σε δραχμές 600.000.000, διαιρούμενο σε 600.000 μετοχές ονομαστικής αξίας 1.000 δραχμών εκάστη. Η εταιρία έχει ως σκοπό την ίδρυση βιομηχανίας παραγωγής τσιμέντων στην Κρήτη. Αιτήσεις συμμετοχής γίνονται δεκτές μέχρι τις 31 Οκτωβρίου 1980.: [632, 1573, 988, 1663]
article-traditional-cont: ΑΘΗΝΑ, 10.— Την ερχόμενη εβδομάδα θα συνεργασθούν οι υπουργοί χωροταξίας και πολιτισμού για τον καθορισμό των αρμοδιοτήτων πάνω στα θέματα των παραδοσιακών οικισμών.: [446, 172, 610, 240]
divider: [40, 291, 434, 292]
ad-vegeta: [1198, 1827, 1584, 2288]
ad-varnali-l1: Η ΕΤΑΙΡΕΙΑ ΚΑΤΑΣΚΕΥΗΣ ΞΥΛΟΥΡΓΙΚΩΝ ΜΗΧΑΝΗΜΑΤΩΝ: [1234, 1494, 1548, 1528]
article-port-authority-cont: Από τό κεντρικό λιμεναρχείο Θεσσαλονίκης ανακοινώθηκε ότι κατά τον μήνα Αύγουστο σημειώθηκε σημαντική δραστηριότητα. Κατέπλευσαν 226 πλοία διαφόρων εθνικοτήτων και απέπλευσαν 228. Εφοδιάστηκαν με διάφορα είδη 212 πλοία. Εγιναν 150 νηογνωμονικοί έλεγχοι και πολλές επιθεωρήσεις ασφαλείας.: [40, 537, 434, 582]
article-positions: Η ανωτέρα σχολή τεχνολόγων γεωπονίας του ΚΑΤΕΕ Θεσσαλονίκης προκηρύσσει θέσεις εκπαιδευτικού προσωπικού για το ακαδημαϊκό έτος 1980—1981.: [446, 808, 610, 864]
headline-port-authority: ΣΗΜΑΝΤΙΚΗ ΔΡΑΣΤΗΡΙΟΤΗΤΑ ΑΝΕΠΤΥΞΑΝ ΤΟΝ ΑΥΓΟΥΣΤΟ ΤΑ ΟΡΓΑΝΑ ΚΕΝΤΡΙΚΟΥ ΛΙΜΕΝΑΡΧΕΙΟΥ ΘΕΣΣΑΛΟΝΙΚΗΣ: [40, 453, 425, 484]
ad-tos-phone: ΤΗΛ. 839.288 — 845.082: [1027, 2049, 1139, 2060]
article-committee-cont: ΑΘΗΝΑ, 10.— Συστάθηκε με απόφαση του υπουργού Συντονισμού, ειδική επιτροπή για την αντιμετώπιση των κτιριακών αναγκών των ανωτάτων εκπαιδευτικών ιδρυμάτων. Η επιτροπή θα εξετάσει τις μελλοντικές ανάγκες και θα υποβάλει τις προτάσεις της.: [1386, 84, 1564, 162]
article-sindos: Στό δέο εξειρετικής ταφές που βρέθηκαν στη Σίνδο, αρχαιολόγοι ανακάλυψαν χρυσά κοσμήματα και πήλινα αγγεία.: [446, 724, 610, 768]
ad-vegeta-addr2: Θεσσαλονίκη Μοναστηρίου 41 Τηλ. 536.990: [1284, 2097, 1498, 2109]
ad-school-title: Εκπαιδευτικός Οργανισμός: [108, 2043, 367, 2068]
doctor-entry: ΙΩΑΝΝΗΣ ΒΑΜΒΑΚΑΣ Παθολόγος Ερμού 72, Τηλ. 228-095: [842, 1031, 945, 1063]
ad-dep-position: Β. ΓΕΩΦΥΣΙΚΟΥΣ με πείρα σε σεισμικές έρευνες: [50, 1378, 276, 1390]
article-firewood: Ο Σύνδεσμος Δασικών Συνεταιρισμών Ιαδικίων Καβάλας, προκηρύσσει πλειοδοτικό διαγωνισμό για την εκποίηση καυσοξύλων κατά την 14η Σεπτεμβρίου 1980.: [622, 355, 796, 411]
ad-piss-info: Πληροφορίες - Εγγραφές:: [735, 2202, 871, 2216]
headline-repairs: ΑΠΟΚΑΤΑΣΤΑΣΗ ΦΘΟΡΩΝ ΤΕΧΝΙΚΩΝ ΕΡΓΩΝ: [990, 259, 1161, 291]
ad-dep-positions: [50, 1362, 426, 1451]
article-cols-2: [1198, 227, 1564, 413]
ad-adams-express: [446, 1837, 614, 1932]
article-pipe-more: Ο πρόεδρος της κοινότητας Κάνιας νομού Κοζάνης προκηρύσσει πρόχειρο διαγωνισμό για την κατασκευή αγωγού ύδρευσης με προϋπολογισμό δαπάνης δρχ. 300.000.: [804, 325, 982, 380]
ad-dep-position: Δ. ΜΗΧΑΝΙΚΟΥΣ ΓΕΩΤΡΗΣΕΩΝ με πείρα σε βαθιές γεωτρήσεις πετρελαίου: [50, 1407, 402, 1419]
ad-school-info: ΠΛΗΡΟΦΟΡΙΕΣ - ΕΓΓΡΑΦΕΣ:: [154, 2209, 320, 2223]
article-bank-expo-cont: Τη Δευτέρα τό βράδυ, έδόθη δεξίωση από εκπροσώπους και προσωπικό του περιπτέρου της Γενικής Τραπέζης στο χώρο της Εκθέσεως. Την δεξίωση τίμησαν με την παρουσία τους ο υπουργός κ. Θεσσαλονίκης, ο πρόεδρος της ΔΕΘ κ. Ραλλούδης, ο διοικητής του 3ου Σώματος Στρατού και πολλοί επίσημοι. Ο διοικητής της Τραπέζης κ. Ιωάννης Τζάνος μίλησε για τη συμμετοχή της στην 45η Διεθνή Εκθεση και τις προοπτικές της οικονομίας της Βορείου Ελλάδος.: [40, 218, 434, 285]
ad-cinema-city: ΗΛΥΣΙΑ ΑΘΗΝΑ: [471, 1483, 606, 1502]
article-japan: ΑΘΗΝΑ, 10.— Αντιπροσωπεία βουλευτών της Ιαπωνίας, που βρίσκεται στην Ελλάδα, επισκέφθηκε σήμερα τον υπουργό Βορείου Ελλάδος.: [446, 629, 610, 684]
